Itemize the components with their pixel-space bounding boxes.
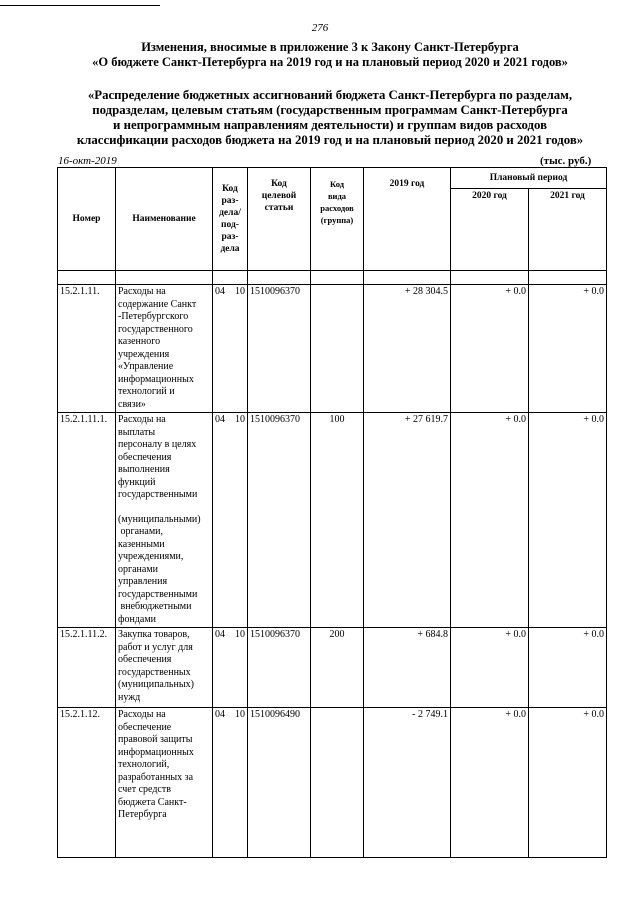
header-2021: 2021 год — [529, 188, 607, 270]
row-amount-2020: + 0.0 — [451, 285, 529, 413]
row-amount-2019: + 684.8 — [364, 628, 451, 708]
row-amount-2020: + 0.0 — [451, 413, 529, 628]
row-name-line: выполнения — [118, 464, 170, 475]
podrazdel-code: 10 — [235, 629, 245, 640]
row-name-line: обеспечения — [118, 451, 172, 463]
row-name — [116, 413, 213, 628]
row-name-line: правовой защиты — [118, 734, 193, 745]
row-name-line: обеспечения — [118, 654, 172, 665]
row-number: 15.2.1.11.2. — [58, 628, 116, 708]
units-label: (тыс. руб.) — [540, 155, 592, 167]
row-name-line: фондами — [118, 613, 157, 625]
row-name-line: государственного — [118, 323, 193, 335]
row-name-line: Расходы на — [118, 414, 166, 425]
header-razdel — [213, 168, 248, 271]
row-name-line: (муниципальными) — [118, 513, 201, 525]
row-name-line: технологий, — [118, 759, 170, 770]
table-body — [58, 285, 607, 858]
row-name-line: работ и услуг для — [118, 641, 193, 653]
heading-line: Изменения, вносимые в приложение 3 к Закону Санкт-Петербурга — [141, 40, 519, 54]
header-razdel-line: дела/ — [219, 208, 241, 218]
header-name: Наименование — [116, 168, 213, 271]
row-expense-type-code: 200 — [311, 628, 364, 708]
subheading-line: «Распределение бюджетных ассигнований бюджета Санкт-Петербурга по разделам, — [87, 88, 573, 102]
row-amount-2021: + 0.0 — [529, 628, 607, 708]
header-vr — [311, 168, 364, 271]
document-heading — [40, 40, 620, 70]
row-name-line: разработанных за — [118, 771, 194, 783]
row-name-line: Расходы на — [118, 286, 166, 297]
row-amount-2021: + 0.0 — [529, 708, 607, 858]
header-2019: 2019 год — [364, 168, 451, 271]
row-name-line: учреждениями, — [118, 551, 184, 562]
subheading-line: классификации расходов бюджета на 2019 год и на плановый период 2020 и 2021 годов» — [76, 133, 584, 147]
header-razdel-line: Код — [222, 184, 238, 194]
header-2020: 2020 год — [451, 188, 529, 270]
row-razdel-code — [213, 628, 248, 708]
spacer-cell — [58, 271, 116, 285]
header-razdel-line: раз- — [221, 232, 239, 242]
header-razdel-line: раз- — [221, 196, 239, 206]
razdel-code: 04 — [215, 709, 225, 720]
row-amount-2020: + 0.0 — [451, 628, 529, 708]
header-razdel-line: под- — [221, 220, 239, 230]
razdel-code: 04 — [215, 414, 225, 425]
header-csr-line: статьи — [264, 203, 294, 213]
header-num: Номер — [58, 168, 116, 271]
row-name-line: государственными — [118, 489, 198, 500]
row-name-line: выплаты — [118, 426, 156, 438]
row-amount-2020: + 0.0 — [451, 708, 529, 858]
row-name-line: информационных — [118, 373, 194, 385]
header-vr-line: вида — [327, 191, 347, 201]
row-expense-type-code: 100 — [311, 413, 364, 628]
podrazdel-code: 10 — [235, 286, 245, 297]
row-name-line: Расходы на — [118, 709, 166, 720]
spacer-cell — [213, 271, 248, 285]
table-spacer-row — [58, 271, 607, 285]
row-number: 15.2.1.11. — [58, 285, 116, 413]
subheading-line: подразделам, целевым статьям (государственным программам Санкт-Петербурга — [92, 103, 568, 117]
spacer-cell — [311, 271, 364, 285]
row-name-line: связи» — [118, 398, 146, 410]
row-name-line: казенными — [118, 538, 165, 550]
podrazdel-code: 10 — [235, 414, 245, 425]
spacer-cell — [451, 271, 529, 285]
row-name-line: содержание Санкт — [118, 298, 197, 310]
page-number: 276 — [311, 22, 329, 34]
top-rule — [0, 5, 160, 6]
table-row — [58, 628, 607, 708]
row-name-line: нужд — [118, 691, 141, 703]
row-name — [116, 285, 213, 413]
spacer-cell — [364, 271, 451, 285]
heading-line: «О бюджете Санкт-Петербурга на 2019 год и на плановый период 2020 и 2021 годов» — [92, 55, 568, 69]
row-target-article-code: 1510096370 — [248, 628, 311, 708]
row-name-line: управления — [118, 576, 168, 587]
row-name-line: органами, — [118, 526, 164, 537]
subheading-line: и непрограммным направлениям деятельности) и группам видов расходов — [113, 118, 547, 132]
row-name — [116, 628, 213, 708]
row-target-article-code: 1510096370 — [248, 413, 311, 628]
row-name-line: бюджета Санкт- — [118, 796, 187, 808]
row-name-line: (муниципальных) — [118, 679, 194, 690]
row-amount-2019: - 2 749.1 — [364, 708, 451, 858]
row-name-line — [118, 502, 210, 514]
row-name-line: обеспечение — [118, 721, 172, 733]
table-row — [58, 413, 607, 628]
row-name-line: счет средств — [118, 784, 171, 795]
table-row — [58, 708, 607, 858]
header-vr-line: (группа) — [320, 215, 354, 225]
row-amount-2019: + 27 619.7 — [364, 413, 451, 628]
row-razdel-code — [213, 285, 248, 413]
row-name-line: государственных — [118, 666, 191, 678]
row-name — [116, 708, 213, 858]
spacer-cell — [116, 271, 213, 285]
razdel-code: 04 — [215, 629, 225, 640]
razdel-code: 04 — [215, 286, 225, 297]
podrazdel-code: 10 — [235, 709, 245, 720]
row-name-line: -Петербургского — [118, 311, 189, 322]
document-date: 16-окт-2019 — [58, 155, 117, 167]
header-csr-line: Код — [271, 179, 287, 189]
header-razdel-line: дела — [220, 244, 240, 254]
row-target-article-code: 1510096490 — [248, 708, 311, 858]
header-csr — [248, 168, 311, 271]
header-vr-line: Код — [329, 179, 345, 189]
table-row — [58, 285, 607, 413]
row-number: 15.2.1.12. — [58, 708, 116, 858]
row-name-line: функций — [118, 476, 156, 488]
header-planned-period: Плановый период — [451, 168, 607, 189]
row-target-article-code: 1510096370 — [248, 285, 311, 413]
spacer-cell — [248, 271, 311, 285]
row-amount-2021: + 0.0 — [529, 413, 607, 628]
row-name-line: органами — [118, 563, 159, 575]
spacer-cell — [529, 271, 607, 285]
budget-table — [57, 167, 607, 858]
row-name-line: государственными — [118, 588, 198, 600]
header-vr-line: расходов — [320, 203, 354, 213]
row-name-line: Петербурга — [118, 809, 167, 820]
row-name-line: Закупка товаров, — [118, 629, 190, 640]
row-name-line: «Управление — [118, 361, 174, 372]
row-expense-type-code — [311, 708, 364, 858]
document-subheading — [40, 88, 620, 148]
row-name-line: казенного — [118, 336, 161, 347]
row-number: 15.2.1.11.1. — [58, 413, 116, 628]
row-razdel-code — [213, 413, 248, 628]
row-amount-2019: + 28 304.5 — [364, 285, 451, 413]
row-amount-2021: + 0.0 — [529, 285, 607, 413]
header-csr-line: целевой — [261, 191, 297, 201]
row-name-line: учреждения — [118, 348, 170, 360]
row-razdel-code — [213, 708, 248, 858]
row-name-line: технологий и — [118, 386, 175, 397]
row-name-line: персоналу в целях — [118, 439, 197, 450]
row-name-line: внебюджетными — [118, 601, 192, 612]
row-name-line: информационных — [118, 746, 194, 758]
row-expense-type-code — [311, 285, 364, 413]
